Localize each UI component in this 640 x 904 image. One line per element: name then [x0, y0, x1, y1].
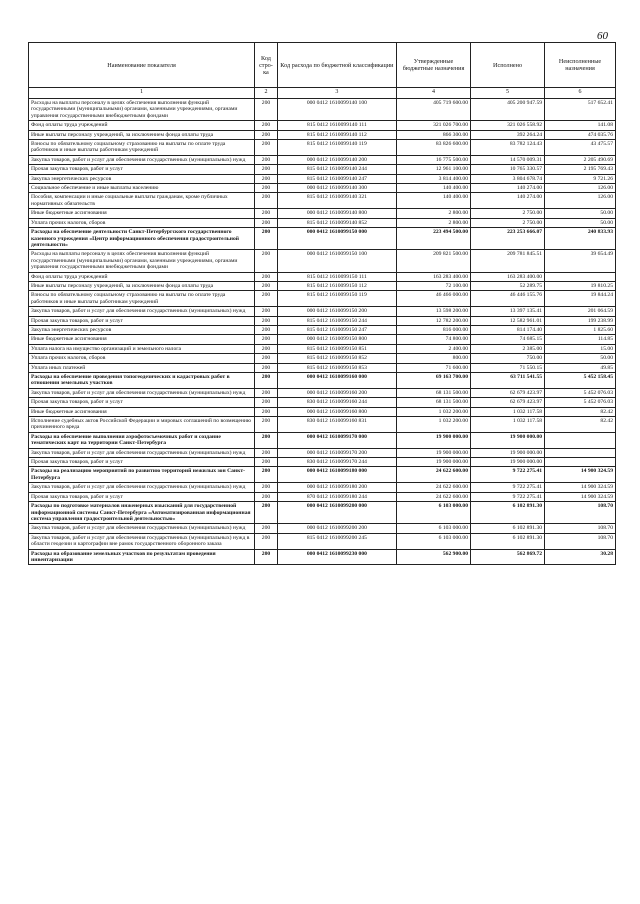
- row-approved: 2 800.00: [397, 209, 471, 218]
- row-budget-code: 815 0412 1610099150 244: [277, 316, 396, 325]
- row-name: Закупка энергетических ресурсов: [29, 174, 255, 183]
- row-executed: 2 750.00: [471, 218, 545, 227]
- row-budget-code: 815 0412 1610099200 245: [277, 533, 396, 549]
- row-executed: 140 274.00: [471, 184, 545, 193]
- table-row: [29, 155, 616, 164]
- row-executed: 62 679 423.97: [471, 388, 545, 397]
- row-budget-code: 830 0412 1610099160 831: [277, 417, 396, 433]
- table-row: [29, 458, 616, 467]
- row-name: Прочая закупка товаров, работ и услуг: [29, 398, 255, 407]
- row-line-code: 200: [255, 448, 278, 457]
- row-executed: 74 685.15: [471, 335, 545, 344]
- table-row: [29, 130, 616, 139]
- row-name: Иные выплаты персоналу учреждений, за исключением фонда оплаты труда: [29, 130, 255, 139]
- row-approved: 223 494 500.00: [397, 228, 471, 250]
- table-row: [29, 417, 616, 433]
- table-row: [29, 448, 616, 457]
- row-unexecuted: 50.00: [545, 209, 616, 218]
- row-executed: 209 781 845.51: [471, 250, 545, 272]
- row-executed: 2 750.00: [471, 209, 545, 218]
- row-budget-code: 000 0412 1610099140 800: [277, 209, 396, 218]
- table-body: [29, 99, 616, 565]
- row-name: Прочая закупка товаров, работ и услуг: [29, 492, 255, 501]
- row-line-code: 200: [255, 130, 278, 139]
- column-number: 6: [545, 88, 616, 99]
- table-row: [29, 193, 616, 209]
- row-budget-code: 815 0412 1610099140 244: [277, 165, 396, 174]
- row-approved: 1 032 200.00: [397, 417, 471, 433]
- row-line-code: 200: [255, 272, 278, 281]
- table-row: [29, 250, 616, 272]
- row-name: Закупка товаров, работ и услуг для обеспечения государственных (муниципальных) нужд: [29, 307, 255, 316]
- row-budget-code: 830 0412 1610099170 244: [277, 458, 396, 467]
- table-row: [29, 325, 616, 334]
- row-name: Взносы по обязательному социальному страхованию на выплаты по оплате труда работников и иные выплаты работникам учреждений: [29, 291, 255, 307]
- row-line-code: 200: [255, 193, 278, 209]
- table-row: [29, 281, 616, 290]
- table-row: [29, 467, 616, 483]
- table-row: [29, 140, 616, 156]
- table-row: [29, 533, 616, 549]
- table-row: [29, 209, 616, 218]
- row-line-code: 200: [255, 228, 278, 250]
- row-executed: 13 397 135.41: [471, 307, 545, 316]
- row-line-code: 200: [255, 467, 278, 483]
- row-line-code: 200: [255, 155, 278, 164]
- row-line-code: 200: [255, 209, 278, 218]
- row-unexecuted: 9 721.26: [545, 174, 616, 183]
- row-approved: 72 100.00: [397, 281, 471, 290]
- row-approved: 68 131 500.00: [397, 388, 471, 397]
- table-row: [29, 502, 616, 524]
- row-unexecuted: 199 238.99: [545, 316, 616, 325]
- row-approved: 6 103 000.00: [397, 502, 471, 524]
- table-row: [29, 218, 616, 227]
- row-executed: 814 174.40: [471, 325, 545, 334]
- row-name: Уплата иных платежей: [29, 363, 255, 372]
- row-line-code: 200: [255, 250, 278, 272]
- row-approved: 2 400.00: [397, 344, 471, 353]
- row-budget-code: 000 0412 1610099200 000: [277, 502, 396, 524]
- row-approved: 6 103 000.00: [397, 533, 471, 549]
- row-line-code: 200: [255, 492, 278, 501]
- row-executed: 46 446 155.76: [471, 291, 545, 307]
- table-row: [29, 524, 616, 533]
- row-unexecuted: 201 064.59: [545, 307, 616, 316]
- row-budget-code: 000 0412 1610099150 100: [277, 250, 396, 272]
- row-budget-code: 000 0412 1610099160 200: [277, 388, 396, 397]
- row-name: Прочая закупка товаров, работ и услуг: [29, 316, 255, 325]
- row-line-code: 200: [255, 218, 278, 227]
- table-row: [29, 398, 616, 407]
- row-executed: 19 900 000.00: [471, 448, 545, 457]
- table-row: [29, 307, 616, 316]
- row-budget-code: 830 0412 1610099160 244: [277, 398, 396, 407]
- row-unexecuted: 1 825.60: [545, 325, 616, 334]
- column-number: 1: [29, 88, 255, 99]
- row-line-code: 200: [255, 291, 278, 307]
- row-line-code: 200: [255, 344, 278, 353]
- row-approved: 6 103 000.00: [397, 524, 471, 533]
- row-executed: 562 869.72: [471, 549, 545, 565]
- row-line-code: 200: [255, 281, 278, 290]
- header-executed: Исполнено: [471, 43, 545, 88]
- row-name: Расходы на выплаты персоналу в целях обеспечения выполнения функций государственными (муниципальными) органами, казенными учреждениями, органами управления государственными внебюджетными фондами: [29, 99, 255, 121]
- row-name: Расходы на обеспечение выполнения аэрофотосъемочных работ и создание тематических карт на территории Санкт-Петербурга: [29, 432, 255, 448]
- table-header-row: [29, 43, 616, 88]
- row-approved: 74 800.00: [397, 335, 471, 344]
- row-name: Исполнение судебных актов Российской Федерации и мировых соглашений по возмещению причиненного вреда: [29, 417, 255, 433]
- table-row: [29, 483, 616, 492]
- row-budget-code: 000 0412 1610099140 300: [277, 184, 396, 193]
- header-line-code: Код стро-ка: [255, 43, 278, 88]
- row-line-code: 200: [255, 398, 278, 407]
- row-executed: 3 804 678.74: [471, 174, 545, 183]
- row-approved: 12 782 200.00: [397, 316, 471, 325]
- table-row: [29, 228, 616, 250]
- row-executed: 19 900 000.00: [471, 458, 545, 467]
- row-unexecuted: 108.70: [545, 502, 616, 524]
- row-unexecuted: 49.85: [545, 363, 616, 372]
- row-approved: 19 900 000.00: [397, 432, 471, 448]
- row-executed: 9 722 275.41: [471, 467, 545, 483]
- row-budget-code: 000 0412 1610099180 000: [277, 467, 396, 483]
- row-budget-code: 815 0412 1610099140 111: [277, 121, 396, 130]
- row-budget-code: 000 0412 1610099200 200: [277, 524, 396, 533]
- row-name: Закупка товаров, работ и услуг для обеспечения государственных (муниципальных) нужд в области геодезии и картографии вне рамок государственного оборонного заказа: [29, 533, 255, 549]
- table-row: [29, 354, 616, 363]
- row-unexecuted: 39 654.49: [545, 250, 616, 272]
- row-line-code: 200: [255, 407, 278, 416]
- row-approved: 321 026 700.00: [397, 121, 471, 130]
- header-unexecuted: Неисполненные назначения: [545, 43, 616, 88]
- row-name: Расходы на обеспечение проведения топогеодезических и кадастровых работ в отношении земельных участков: [29, 373, 255, 389]
- table-row: [29, 492, 616, 501]
- row-approved: 140 400.00: [397, 184, 471, 193]
- row-name: Расходы на выплаты персоналу в целях обеспечения выполнения функций государственными (муниципальными) органами, казенными учреждениями, органами управления государственными внебюджетными фондами: [29, 250, 255, 272]
- row-executed: 12 582 961.01: [471, 316, 545, 325]
- row-budget-code: 815 0412 1610099150 119: [277, 291, 396, 307]
- row-name: Фонд оплаты труда учреждений: [29, 272, 255, 281]
- row-approved: 19 900 000.00: [397, 458, 471, 467]
- row-executed: 19 900 000.00: [471, 432, 545, 448]
- row-approved: 209 821 500.00: [397, 250, 471, 272]
- row-budget-code: 815 0412 1610099140 112: [277, 130, 396, 139]
- row-approved: 19 900 000.00: [397, 448, 471, 457]
- row-approved: 24 622 600.00: [397, 467, 471, 483]
- table-row: [29, 388, 616, 397]
- header-approved: Утвержденные бюджетные назначения: [397, 43, 471, 88]
- row-executed: 10 765 330.57: [471, 165, 545, 174]
- row-executed: 9 722 275.41: [471, 483, 545, 492]
- row-unexecuted: 141.08: [545, 121, 616, 130]
- row-unexecuted: [545, 448, 616, 457]
- row-approved: 24 622 600.00: [397, 492, 471, 501]
- row-executed: 2 385.00: [471, 344, 545, 353]
- row-unexecuted: 30.28: [545, 549, 616, 565]
- row-executed: 405 200 947.59: [471, 99, 545, 121]
- row-name: Расходы на реализацию мероприятий по развитию территорий нежилых зон Санкт-Петербурга: [29, 467, 255, 483]
- row-line-code: 200: [255, 307, 278, 316]
- row-approved: 405 719 600.00: [397, 99, 471, 121]
- row-unexecuted: 43 475.57: [545, 140, 616, 156]
- row-unexecuted: 2 205 490.69: [545, 155, 616, 164]
- row-line-code: 200: [255, 524, 278, 533]
- column-number: 3: [277, 88, 396, 99]
- row-name: Уплата прочих налогов, сборов: [29, 218, 255, 227]
- row-name: Закупка товаров, работ и услуг для обеспечения государственных (муниципальных) нужд: [29, 155, 255, 164]
- row-unexecuted: 82.42: [545, 417, 616, 433]
- row-name: Закупка товаров, работ и услуг для обеспечения государственных (муниципальных) нужд: [29, 448, 255, 457]
- row-executed: 223 253 666.07: [471, 228, 545, 250]
- row-budget-code: 000 0412 1610099150 800: [277, 335, 396, 344]
- table-row: [29, 363, 616, 372]
- row-approved: 562 900.00: [397, 549, 471, 565]
- row-budget-code: 000 0412 1610099230 000: [277, 549, 396, 565]
- row-approved: 2 800.00: [397, 218, 471, 227]
- row-name: Закупка энергетических ресурсов: [29, 325, 255, 334]
- row-approved: 16 775 500.00: [397, 155, 471, 164]
- row-unexecuted: 126.00: [545, 184, 616, 193]
- row-executed: 71 550.15: [471, 363, 545, 372]
- table-row: [29, 344, 616, 353]
- row-executed: 63 711 541.55: [471, 373, 545, 389]
- row-line-code: 200: [255, 335, 278, 344]
- row-name: Взносы по обязательному социальному страхованию на выплаты по оплате труда работников и иные выплаты работникам учреждений: [29, 140, 255, 156]
- row-name: Прочая закупка товаров, работ и услуг: [29, 458, 255, 467]
- row-executed: 1 032 117.58: [471, 417, 545, 433]
- row-unexecuted: 19 844.24: [545, 291, 616, 307]
- row-executed: 1 032 117.58: [471, 407, 545, 416]
- row-approved: 3 814 400.00: [397, 174, 471, 183]
- row-approved: 816 000.00: [397, 325, 471, 334]
- row-approved: 71 600.00: [397, 363, 471, 372]
- header-name: Наименование показателя: [29, 43, 255, 88]
- row-budget-code: 000 0412 1610099180 200: [277, 483, 396, 492]
- row-unexecuted: 14 900 324.59: [545, 492, 616, 501]
- row-name: Иные бюджетные ассигнования: [29, 407, 255, 416]
- row-name: Закупка товаров, работ и услуг для обеспечения государственных (муниципальных) нужд: [29, 388, 255, 397]
- row-unexecuted: 5 452 076.03: [545, 388, 616, 397]
- table-row: [29, 174, 616, 183]
- row-line-code: 200: [255, 533, 278, 549]
- row-budget-code: 000 0412 1610099140 100: [277, 99, 396, 121]
- row-unexecuted: 2 195 769.43: [545, 165, 616, 174]
- row-approved: 800.00: [397, 354, 471, 363]
- table-row: [29, 373, 616, 389]
- row-approved: 83 826 600.00: [397, 140, 471, 156]
- page-number: 60: [597, 30, 608, 42]
- table-row: [29, 432, 616, 448]
- row-approved: 163 283 400.00: [397, 272, 471, 281]
- row-name: Иные выплаты персоналу учреждений, за исключением фонда оплаты труда: [29, 281, 255, 290]
- row-executed: 321 026 558.92: [471, 121, 545, 130]
- row-approved: 69 163 700.00: [397, 373, 471, 389]
- row-budget-code: 000 0412 1610099170 000: [277, 432, 396, 448]
- table-row: [29, 99, 616, 121]
- row-budget-code: 000 0412 1610099150 000: [277, 228, 396, 250]
- row-budget-code: 815 0412 1610099150 851: [277, 344, 396, 353]
- row-line-code: 200: [255, 140, 278, 156]
- row-approved: 68 131 500.00: [397, 398, 471, 407]
- row-unexecuted: [545, 432, 616, 448]
- row-budget-code: 815 0412 1610099150 853: [277, 363, 396, 372]
- row-line-code: 200: [255, 502, 278, 524]
- row-unexecuted: 14 900 324.59: [545, 483, 616, 492]
- row-line-code: 200: [255, 121, 278, 130]
- row-unexecuted: 108.70: [545, 524, 616, 533]
- row-name: Прочая закупка товаров, работ и услуг: [29, 165, 255, 174]
- row-unexecuted: 108.70: [545, 533, 616, 549]
- table-row: [29, 549, 616, 565]
- row-name: Уплата налога на имущество организаций и земельного налога: [29, 344, 255, 353]
- row-approved: 13 598 200.00: [397, 307, 471, 316]
- row-executed: 6 102 891.30: [471, 524, 545, 533]
- row-approved: 866 300.00: [397, 130, 471, 139]
- row-name: Иные бюджетные ассигнования: [29, 335, 255, 344]
- table-row: [29, 335, 616, 344]
- row-executed: 392 264.24: [471, 130, 545, 139]
- row-name: Расходы на образование земельных участков по результатам проведения инвентаризации: [29, 549, 255, 565]
- row-line-code: 200: [255, 549, 278, 565]
- row-unexecuted: 50.00: [545, 218, 616, 227]
- row-name: Расходы по подготовке материалов инженерных изысканий для государственной информационной системы Санкт-Петербурга «Автоматизированная информационная система управления градостроительной деятельностью»: [29, 502, 255, 524]
- row-approved: 12 961 100.00: [397, 165, 471, 174]
- row-executed: 140 274.00: [471, 193, 545, 209]
- row-line-code: 200: [255, 388, 278, 397]
- row-executed: 6 102 891.30: [471, 533, 545, 549]
- header-budget-code: Код расхода по бюджетной классификации: [277, 43, 396, 88]
- row-unexecuted: 474 035.76: [545, 130, 616, 139]
- row-budget-code: 815 0412 1610099150 112: [277, 281, 396, 290]
- row-unexecuted: [545, 272, 616, 281]
- budget-execution-table: [28, 42, 616, 565]
- row-line-code: 200: [255, 373, 278, 389]
- row-executed: 52 289.75: [471, 281, 545, 290]
- column-number: 5: [471, 88, 545, 99]
- row-budget-code: 000 0412 1610099160 000: [277, 373, 396, 389]
- row-budget-code: 815 0412 1610099140 852: [277, 218, 396, 227]
- row-approved: 140 400.00: [397, 193, 471, 209]
- row-executed: 83 782 124.43: [471, 140, 545, 156]
- table-row: [29, 407, 616, 416]
- row-name: Расходы на обеспечение деятельности Санкт-Петербургского государственного казенного учреждения «Центр информационного обеспечения градостроительной деятельности»: [29, 228, 255, 250]
- row-unexecuted: 114.85: [545, 335, 616, 344]
- row-line-code: 200: [255, 458, 278, 467]
- table-row: [29, 121, 616, 130]
- row-line-code: 200: [255, 165, 278, 174]
- row-unexecuted: 5 452 158.45: [545, 373, 616, 389]
- row-line-code: 200: [255, 417, 278, 433]
- row-budget-code: 000 0412 1610099150 200: [277, 307, 396, 316]
- row-budget-code: 815 0412 1610099140 247: [277, 174, 396, 183]
- row-unexecuted: 5 452 076.03: [545, 398, 616, 407]
- row-unexecuted: [545, 458, 616, 467]
- row-name: Фонд оплаты труда учреждений: [29, 121, 255, 130]
- row-line-code: 200: [255, 432, 278, 448]
- row-line-code: 200: [255, 316, 278, 325]
- table-row: [29, 272, 616, 281]
- row-unexecuted: 19 810.25: [545, 281, 616, 290]
- row-unexecuted: 14 900 324.59: [545, 467, 616, 483]
- row-line-code: 200: [255, 99, 278, 121]
- row-budget-code: 815 0412 1610099150 852: [277, 354, 396, 363]
- row-unexecuted: 517 652.41: [545, 99, 616, 121]
- row-unexecuted: 240 833.93: [545, 228, 616, 250]
- column-number-row: [29, 88, 616, 99]
- row-name: Закупка товаров, работ и услуг для обеспечения государственных (муниципальных) нужд: [29, 483, 255, 492]
- row-budget-code: 815 0412 1610099150 247: [277, 325, 396, 334]
- row-budget-code: 870 0412 1610099180 244: [277, 492, 396, 501]
- row-executed: 163 283 400.00: [471, 272, 545, 281]
- row-name: Закупка товаров, работ и услуг для обеспечения государственных (муниципальных) нужд: [29, 524, 255, 533]
- row-budget-code: 000 0412 1610099170 200: [277, 448, 396, 457]
- table-row: [29, 291, 616, 307]
- row-executed: 6 102 891.30: [471, 502, 545, 524]
- table-row: [29, 165, 616, 174]
- row-line-code: 200: [255, 483, 278, 492]
- row-line-code: 200: [255, 184, 278, 193]
- row-budget-code: 000 0412 1610099140 200: [277, 155, 396, 164]
- row-budget-code: 815 0412 1610099140 321: [277, 193, 396, 209]
- row-budget-code: 815 0412 1610099140 119: [277, 140, 396, 156]
- row-line-code: 200: [255, 325, 278, 334]
- row-name: Пособия, компенсации и иные социальные выплаты гражданам, кроме публичных нормативных обязательств: [29, 193, 255, 209]
- row-unexecuted: 82.42: [545, 407, 616, 416]
- row-name: Уплата прочих налогов, сборов: [29, 354, 255, 363]
- row-unexecuted: 15.00: [545, 344, 616, 353]
- table-row: [29, 316, 616, 325]
- row-budget-code: 000 0412 1610099160 800: [277, 407, 396, 416]
- column-number: 2: [255, 88, 278, 99]
- row-executed: 62 679 423.97: [471, 398, 545, 407]
- table-row: [29, 184, 616, 193]
- row-executed: 750.00: [471, 354, 545, 363]
- row-executed: 9 722 275.41: [471, 492, 545, 501]
- row-name: Социальное обеспечение и иные выплаты населению: [29, 184, 255, 193]
- row-unexecuted: 50.00: [545, 354, 616, 363]
- row-approved: 1 032 200.00: [397, 407, 471, 416]
- column-number: 4: [397, 88, 471, 99]
- row-unexecuted: 126.00: [545, 193, 616, 209]
- row-budget-code: 815 0412 1610099150 111: [277, 272, 396, 281]
- row-line-code: 200: [255, 174, 278, 183]
- row-approved: 24 622 600.00: [397, 483, 471, 492]
- row-line-code: 200: [255, 363, 278, 372]
- row-executed: 14 570 009.31: [471, 155, 545, 164]
- row-line-code: 200: [255, 354, 278, 363]
- row-approved: 46 466 000.00: [397, 291, 471, 307]
- row-name: Иные бюджетные ассигнования: [29, 209, 255, 218]
